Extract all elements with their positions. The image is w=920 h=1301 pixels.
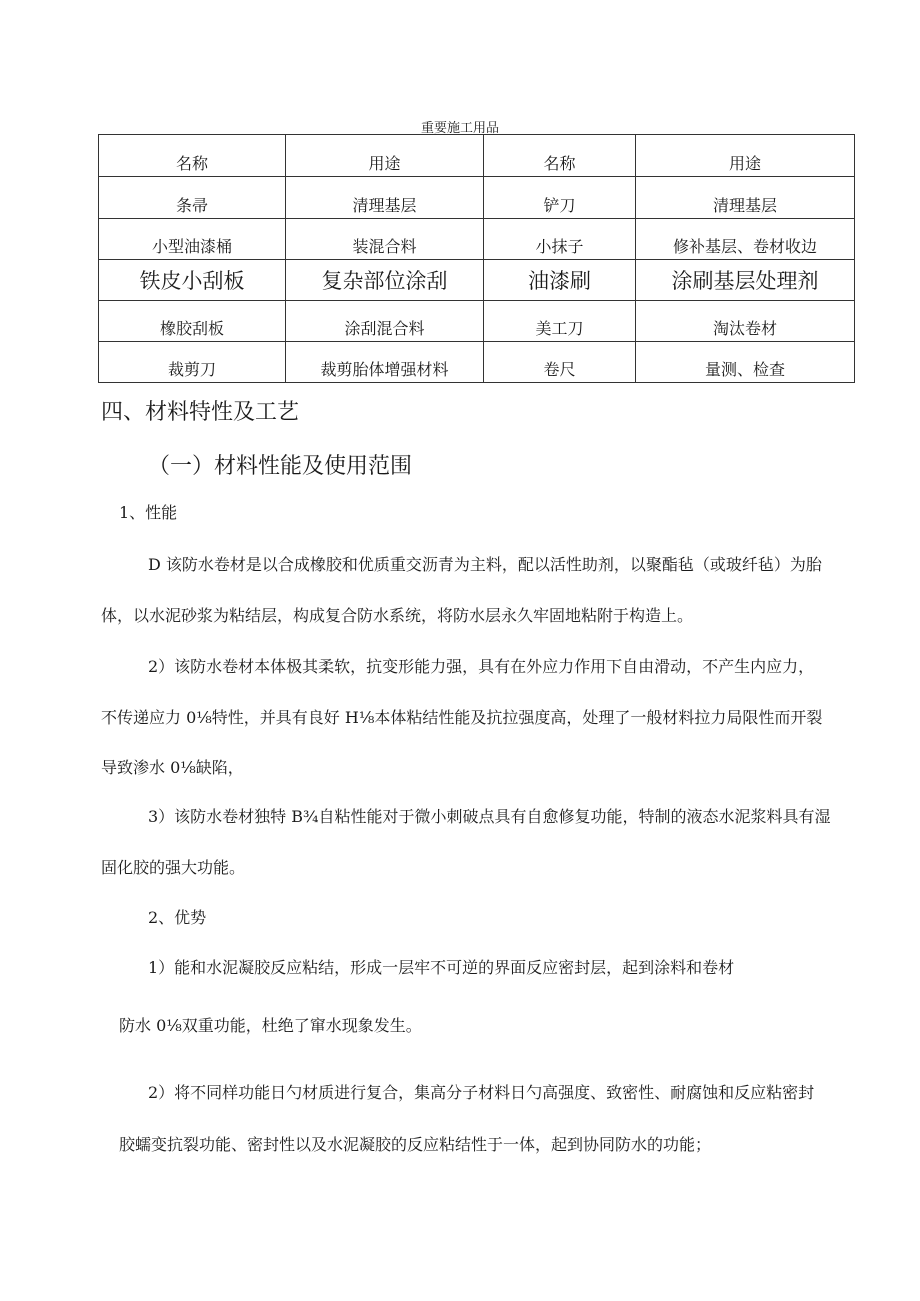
header-cell: 用途 bbox=[636, 135, 855, 177]
paragraph-line: 导致渗水 0⅛缺陷， bbox=[101, 758, 244, 777]
performance-heading: 1、性能 bbox=[119, 503, 178, 522]
table-cell: 清理基层 bbox=[286, 177, 484, 219]
table-cell: 橡胶刮板 bbox=[99, 301, 286, 342]
table-cell: 美工刀 bbox=[484, 301, 636, 342]
paragraph-line: 1）能和水泥凝胶反应粘结，形成一层牢不可逆的界面反应密封层，起到涂料和卷材 bbox=[148, 958, 735, 977]
tools-table bbox=[98, 134, 855, 383]
table-cell: 清理基层 bbox=[636, 177, 855, 219]
table-cell: 卷尺 bbox=[484, 342, 636, 383]
paragraph-line: 固化胶的强大功能。 bbox=[101, 858, 246, 877]
table-cell: 裁剪胎体增强材料 bbox=[286, 342, 484, 383]
paragraph-line: 3）该防水卷材独特 B¾自粘性能对于微小刺破点具有自愈修复功能，特制的液态水泥浆料具有湿 bbox=[148, 807, 831, 826]
table-cell: 铲刀 bbox=[484, 177, 636, 219]
paragraph-line: 不传递应力 0⅛特性，并具有良好 H⅛本体粘结性能及抗拉强度高，处理了一般材料拉力局限性而开裂 bbox=[101, 708, 823, 727]
table-cell: 复杂部位涂刮 bbox=[286, 260, 484, 301]
advantage-heading: 2、优势 bbox=[148, 908, 207, 927]
header-cell: 用途 bbox=[286, 135, 484, 177]
table-cell: 铁皮小刮板 bbox=[99, 260, 286, 301]
section-subtitle: （一）材料性能及使用范围 bbox=[148, 454, 413, 479]
table-cell: 油漆刷 bbox=[484, 260, 636, 301]
table-cell: 淘汰卷材 bbox=[636, 301, 855, 342]
table-row bbox=[99, 342, 855, 383]
header-cell: 名称 bbox=[484, 135, 636, 177]
table-cell: 修补基层、卷材收边 bbox=[636, 219, 855, 260]
paragraph-line: 2）将不同样功能日勺材质进行复合，集高分子材料日勺高强度、致密性、耐腐蚀和反应粘密封 bbox=[148, 1083, 815, 1102]
paragraph-line: 胶蠕变抗裂功能、密封性以及水泥凝胶的反应粘结性于一体，起到协同防水的功能； bbox=[119, 1135, 712, 1154]
table-cell: 裁剪刀 bbox=[99, 342, 286, 383]
table-cell: 小型油漆桶 bbox=[99, 219, 286, 260]
table-header-row bbox=[99, 135, 855, 177]
table-row bbox=[99, 219, 855, 260]
table-cell: 小抹子 bbox=[484, 219, 636, 260]
header-cell: 名称 bbox=[99, 135, 286, 177]
table-cell: 涂刮混合料 bbox=[286, 301, 484, 342]
table-row bbox=[99, 260, 855, 301]
table-cell: 条帚 bbox=[99, 177, 286, 219]
table-cell: 量测、检查 bbox=[636, 342, 855, 383]
paragraph-line: 防水 0⅛双重功能，杜绝了窜水现象发生。 bbox=[119, 1016, 422, 1035]
table-cell: 装混合料 bbox=[286, 219, 484, 260]
section-title: 四、材料特性及工艺 bbox=[101, 400, 300, 425]
table-caption: 重要施工用品 bbox=[420, 121, 499, 136]
paragraph-line: D 该防水卷材是以合成橡胶和优质重交沥青为主料，配以活性助剂，以聚酯毡（或玻纤毡）为胎 bbox=[148, 555, 822, 574]
table-cell: 涂刷基层处理剂 bbox=[636, 260, 855, 301]
paragraph-line: 2）该防水卷材本体极其柔软，抗变形能力强，具有在外应力作用下自由滑动，不产生内应力， bbox=[148, 657, 815, 676]
table-row bbox=[99, 177, 855, 219]
paragraph-line: 体，以水泥砂浆为粘结层，构成复合防水系统，将防水层永久牢固地粘附于构造上。 bbox=[101, 606, 694, 625]
table-row bbox=[99, 301, 855, 342]
